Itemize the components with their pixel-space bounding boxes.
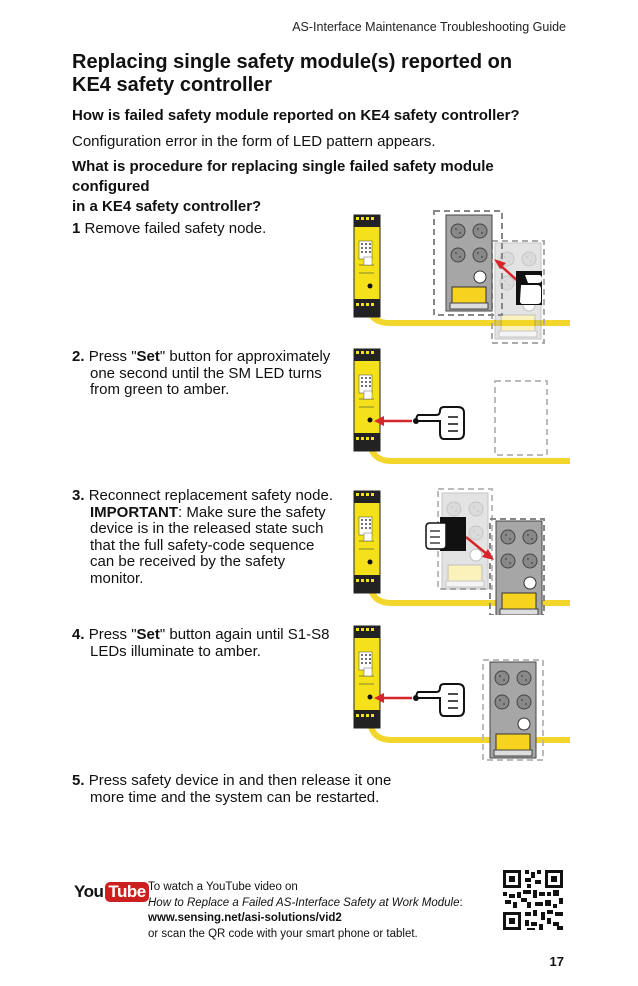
important-label: IMPORTANT [90, 503, 179, 521]
qr-code [501, 868, 565, 932]
step-1-diagram [340, 205, 570, 350]
step-3-line-5: can be received by the safety [90, 553, 286, 571]
pointing-hand-icon [417, 407, 465, 439]
video-url[interactable]: www.sensing.net/asi-solutions/vid2 [148, 912, 342, 924]
youtube-logo [74, 882, 149, 902]
page-title [72, 51, 552, 97]
step-4-text-b: " button again until S1-S8 [159, 626, 330, 643]
step-3-diagram [340, 485, 570, 615]
step-3-line-1: Reconnect replacement safety node. [88, 487, 334, 504]
step-2-line-2: one second until the SM LED turns [90, 364, 322, 382]
step-5 [72, 773, 412, 806]
step-4-diagram [340, 622, 570, 767]
qr-instruction: or scan the QR code with your smart phone or tablet. [148, 927, 418, 940]
set-label: Set [136, 348, 160, 365]
failed-safety-module [446, 215, 492, 311]
step-4-number: 4. [72, 626, 85, 643]
step-2-text-a: Press " [88, 348, 137, 365]
step-2-diagram [340, 345, 570, 470]
step-1-number: 1 [72, 220, 81, 237]
step-3-number: 3. [72, 487, 85, 504]
guide-header: AS-Interface Maintenance Troubleshooting Guide [292, 20, 566, 34]
hand-icon [516, 271, 542, 305]
step-5-line-2: more time and the system can be restarted. [90, 788, 380, 806]
video-title: How to Replace a Failed AS-Interface Safety at Work Module [148, 896, 460, 909]
page-title-line-2: KE4 safety controller [72, 74, 273, 96]
step-5-line-1: Press safety device in and then release it one [88, 772, 392, 789]
ke4-controller [354, 491, 380, 593]
step-3-line-3: device is in the released state such [90, 520, 324, 538]
step-4-text-a: Press " [88, 626, 137, 643]
step-3-line-6: monitor. [90, 569, 144, 587]
step-1-text: Remove failed safety node. [84, 220, 267, 237]
ke4-controller [354, 349, 380, 451]
step-3-line-2 [72, 505, 342, 522]
page-number: 17 [549, 954, 564, 969]
question-2-line-1: What is procedure for replacing single failed safety module configured [72, 158, 494, 195]
video-title-suffix: : [459, 896, 463, 909]
question-1: How is failed safety module reported on KE4 safety controller? [72, 107, 520, 124]
replacement-safety-module [496, 521, 542, 615]
step-2-text-b: " button for approximately [159, 348, 331, 365]
step-1 [72, 221, 342, 238]
step-3 [72, 488, 342, 588]
video-intro: To watch a YouTube video on [148, 881, 298, 893]
step-5-number: 5. [72, 772, 85, 789]
video-title-line [148, 896, 463, 912]
step-4 [72, 627, 342, 660]
set-label-2: Set [136, 626, 160, 643]
video-info [148, 880, 463, 942]
step-3-line-4: that the full safety-code sequence [90, 536, 315, 554]
youtube-logo-tube: Tube [105, 882, 148, 902]
page-title-line-1: Replacing single safety module(s) reported on [72, 51, 513, 73]
question-2-line-2: in a KE4 safety controller? [72, 198, 262, 215]
step-2-number: 2. [72, 348, 85, 365]
hand-icon [426, 517, 466, 551]
step-2 [72, 349, 342, 399]
pointing-hand-icon [417, 684, 465, 716]
safety-module [490, 662, 536, 758]
youtube-logo-you: You [74, 882, 104, 901]
step-4-line-2: LEDs illuminate to amber. [90, 642, 261, 660]
step-2-line-3: from green to amber. [90, 381, 230, 399]
ke4-controller [354, 215, 380, 317]
step-3-line-2-text: : Make sure the safety [178, 503, 326, 521]
answer-1: Configuration error in the form of LED pattern appears. [72, 133, 436, 150]
ke4-controller [354, 626, 380, 728]
